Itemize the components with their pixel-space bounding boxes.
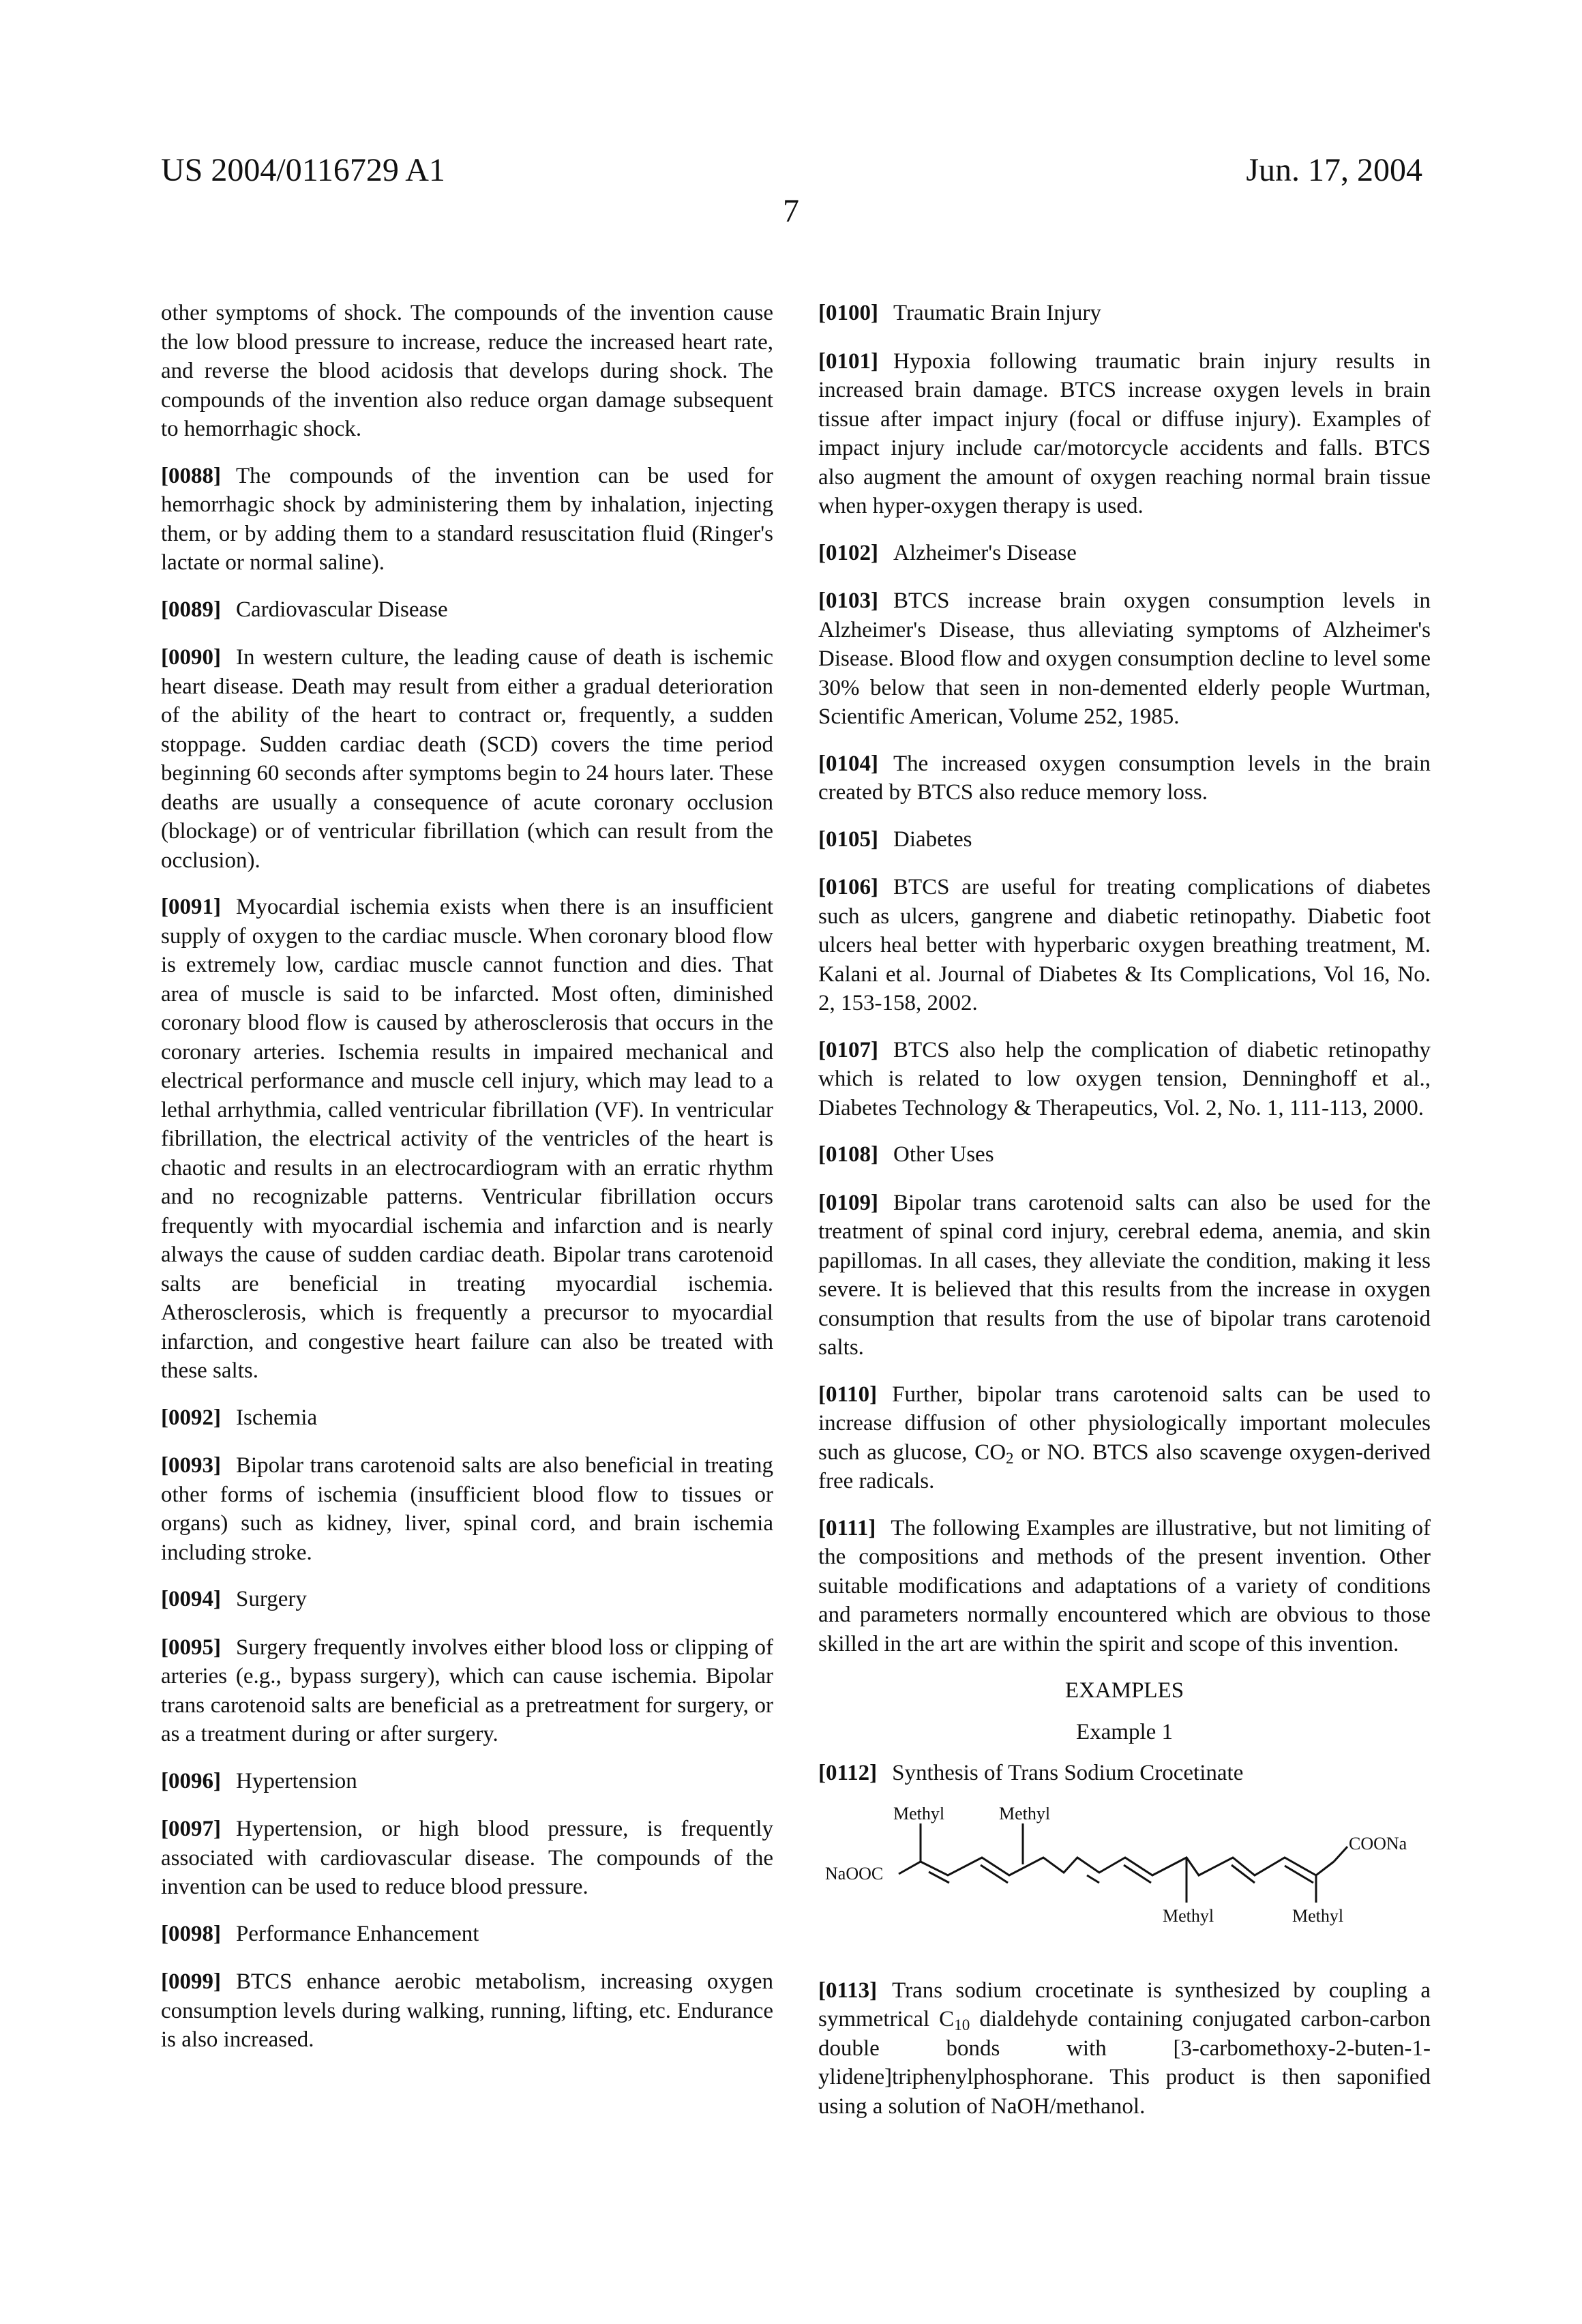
- paragraph-0104: [0104] The increased oxygen consumption levels in the brain created by BTCS also reduce memory loss.: [818, 749, 1431, 807]
- heading-0100: [0100] Traumatic Brain Injury: [818, 299, 1431, 328]
- paragraph-0101: [0101] Hypoxia following traumatic brain injury results in increased brain damage. BTCS increase oxygen levels in brain tissue after impact injury (focal or diffuse injury). Examples of impact injury include car/motorcycle accidents and falls. BTCS also augment the amount of oxygen reaching normal brain tissue when hyper-oxygen therapy is used.: [818, 347, 1431, 521]
- paragraph-0095: [0095] Surgery frequently involves either blood loss or clipping of arteries (e.g., bypass surgery), which can cause ischemia. Bipolar trans carotenoid salts are beneficial as a pretreatment for surgery, or as a treatment during or after surgery.: [161, 1633, 773, 1749]
- methyl-label-top-1: Methyl: [893, 1807, 944, 1823]
- paragraph-0110: [0110] Further, bipolar trans carotenoid salts can be used to increase diffusion of other physiologically important molecules such as glucose, CO2 or NO. BTCS also scavenge oxygen-derived free radicals.: [818, 1380, 1431, 1496]
- paragraph-0088: [0088] The compounds of the invention can be used for hemorrhagic shock by administering them by inhalation, injecting them, or by adding them to a standard resuscitation fluid (Ringer's lactate or normal saline).: [161, 462, 773, 578]
- heading-0092: [0092] Ischemia: [161, 1403, 773, 1433]
- paragraph-0091: [0091] Myocardial ischemia exists when there is an insufficient supply of oxygen to the cardiac muscle. When coronary blood flow is extremely low, cardiac muscle cannot function and dies. That area of muscle is said to be infarcted. Most often, diminished coronary blood flow is caused by atherosclerosis that occurs in the coronary arteries. Ischemia results in impaired mechanical and electrical performance and muscle cell injury, which may lead to a lethal arrhythmia, called ventricular fibrillation (VF). In ventricular fibrillation, the electrical activity of the ventricles of the heart is chaotic and results in an electrocardiogram with an erratic rhythm and no recognizable patterns. Ventricular fibrillation occurs frequently with myocardial ischemia and infarction and is nearly always the cause of sudden cardiac death. Bipolar trans carotenoid salts are beneficial in treating myocardial ischemia. Atherosclerosis, which is frequently a precursor to myocardial infarction, and congestive heart failure can also be treated with these salts.: [161, 893, 773, 1386]
- example-1-heading: Example 1: [818, 1718, 1431, 1747]
- heading-0096: [0096] Hypertension: [161, 1767, 773, 1796]
- left-carboxylate-label: NaOOC: [825, 1864, 883, 1883]
- chemical-structure: [818, 1807, 1431, 1937]
- methyl-label-top-2: Methyl: [999, 1807, 1050, 1823]
- heading-0094: [0094] Surgery: [161, 1585, 773, 1614]
- paragraph-0099: [0099] BTCS enhance aerobic metabolism, increasing oxygen consumption levels during walking, running, lifting, etc. Endurance is also increased.: [161, 1967, 773, 2055]
- heading-0089: [0089] Cardiovascular Disease: [161, 595, 773, 625]
- heading-0112: [0112] Synthesis of Trans Sodium Crocetinate: [818, 1759, 1431, 1788]
- paragraph-0103: [0103] BTCS increase brain oxygen consumption levels in Alzheimer's Disease, thus alleviating symptoms of Alzheimer's Disease. Blood flow and oxygen consumption decline to level some 30% below that seen in non-demented elderly people Wurtman, Scientific American, Volume 252, 1985.: [818, 586, 1431, 732]
- paragraph-0107: [0107] BTCS also help the complication of diabetic retinopathy which is related to low oxygen tension, Denninghoff et al., Diabetes Technology & Therapeutics, Vol. 2, No. 1, 111-113, 2000.: [818, 1036, 1431, 1123]
- page-number: 7: [0, 192, 1582, 230]
- publication-date: Jun. 17, 2004: [1246, 151, 1422, 190]
- methyl-label-bottom-1: Methyl: [1163, 1906, 1214, 1926]
- left-column: [161, 299, 773, 2072]
- paragraph-0111: [0111] The following Examples are illustrative, but not limiting of the compositions and methods of the present invention. Other suitable modifications and adaptations of a variety of conditions and parameters normally encountered which are obvious to those skilled in the art are within the spirit and scope of this invention.: [818, 1514, 1431, 1659]
- paragraph-0109: [0109] Bipolar trans carotenoid salts can also be used for the treatment of spinal cord injury, cerebral edema, anemia, and skin papillomas. In all cases, they alleviate the condition, making it less severe. It is believed that this results from the increase in oxygen consumption that results from the use of bipolar trans carotenoid salts.: [818, 1189, 1431, 1362]
- right-carboxylate-label: COONa: [1349, 1834, 1407, 1853]
- examples-heading: EXAMPLES: [818, 1676, 1431, 1705]
- carbon-chain: [899, 1823, 1347, 1903]
- methyl-label-bottom-2: Methyl: [1292, 1906, 1343, 1926]
- paragraph-0106: [0106] BTCS are useful for treating complications of diabetes such as ulcers, gangrene and diabetic retinopathy. Diabetic foot ulcers heal better with hyperbaric oxygen breathing treatment, M. Kalani et al. Journal of Diabetes & Its Complications, Vol 16, No. 2, 153-158, 2002.: [818, 873, 1431, 1018]
- heading-0098: [0098] Performance Enhancement: [161, 1920, 773, 1949]
- paragraph-0090: [0090] In western culture, the leading cause of death is ischemic heart disease. Death may result from either a gradual deterioration of the ability of the heart to contract or, frequently, a sudden stoppage. Sudden cardiac death (SCD) covers the time period beginning 60 seconds after symptoms begin to 24 hours later. These deaths are usually a consequence of acute coronary occlusion (blockage) or of ventricular fibrillation (which can result from the occlusion).: [161, 643, 773, 875]
- paragraph-0093: [0093] Bipolar trans carotenoid salts are also beneficial in treating other forms of ischemia (insufficient blood flow to tissues or organs) such as kidney, liver, spinal cord, and brain ischemia including stroke.: [161, 1451, 773, 1567]
- crocetinate-structure-diagram: [818, 1807, 1431, 1937]
- paragraph-0113: [0113] Trans sodium crocetinate is synthesized by coupling a symmetrical C10 dialdehyde containing conjugated carbon-carbon double bonds with [3-carbomethoxy-2-buten-1-ylidene]triphenylphosphorane. This product is then saponified using a solution of NaOH/methanol.: [818, 1976, 1431, 2121]
- publication-number: US 2004/0116729 A1: [161, 151, 445, 190]
- right-column: [818, 299, 1431, 2139]
- paragraph-continuation: other symptoms of shock. The compounds of the invention cause the low blood pressure to increase, reduce the increased heart rate, and reverse the blood acidosis that develops during shock. The compounds of the invention also reduce organ damage subsequent to hemorrhagic shock.: [161, 299, 773, 444]
- heading-0105: [0105] Diabetes: [818, 825, 1431, 854]
- paragraph-0097: [0097] Hypertension, or high blood pressure, is frequently associated with cardiovascular disease. The compounds of the invention can be used to reduce blood pressure.: [161, 1815, 773, 1902]
- heading-0102: [0102] Alzheimer's Disease: [818, 539, 1431, 568]
- heading-0108: [0108] Other Uses: [818, 1140, 1431, 1170]
